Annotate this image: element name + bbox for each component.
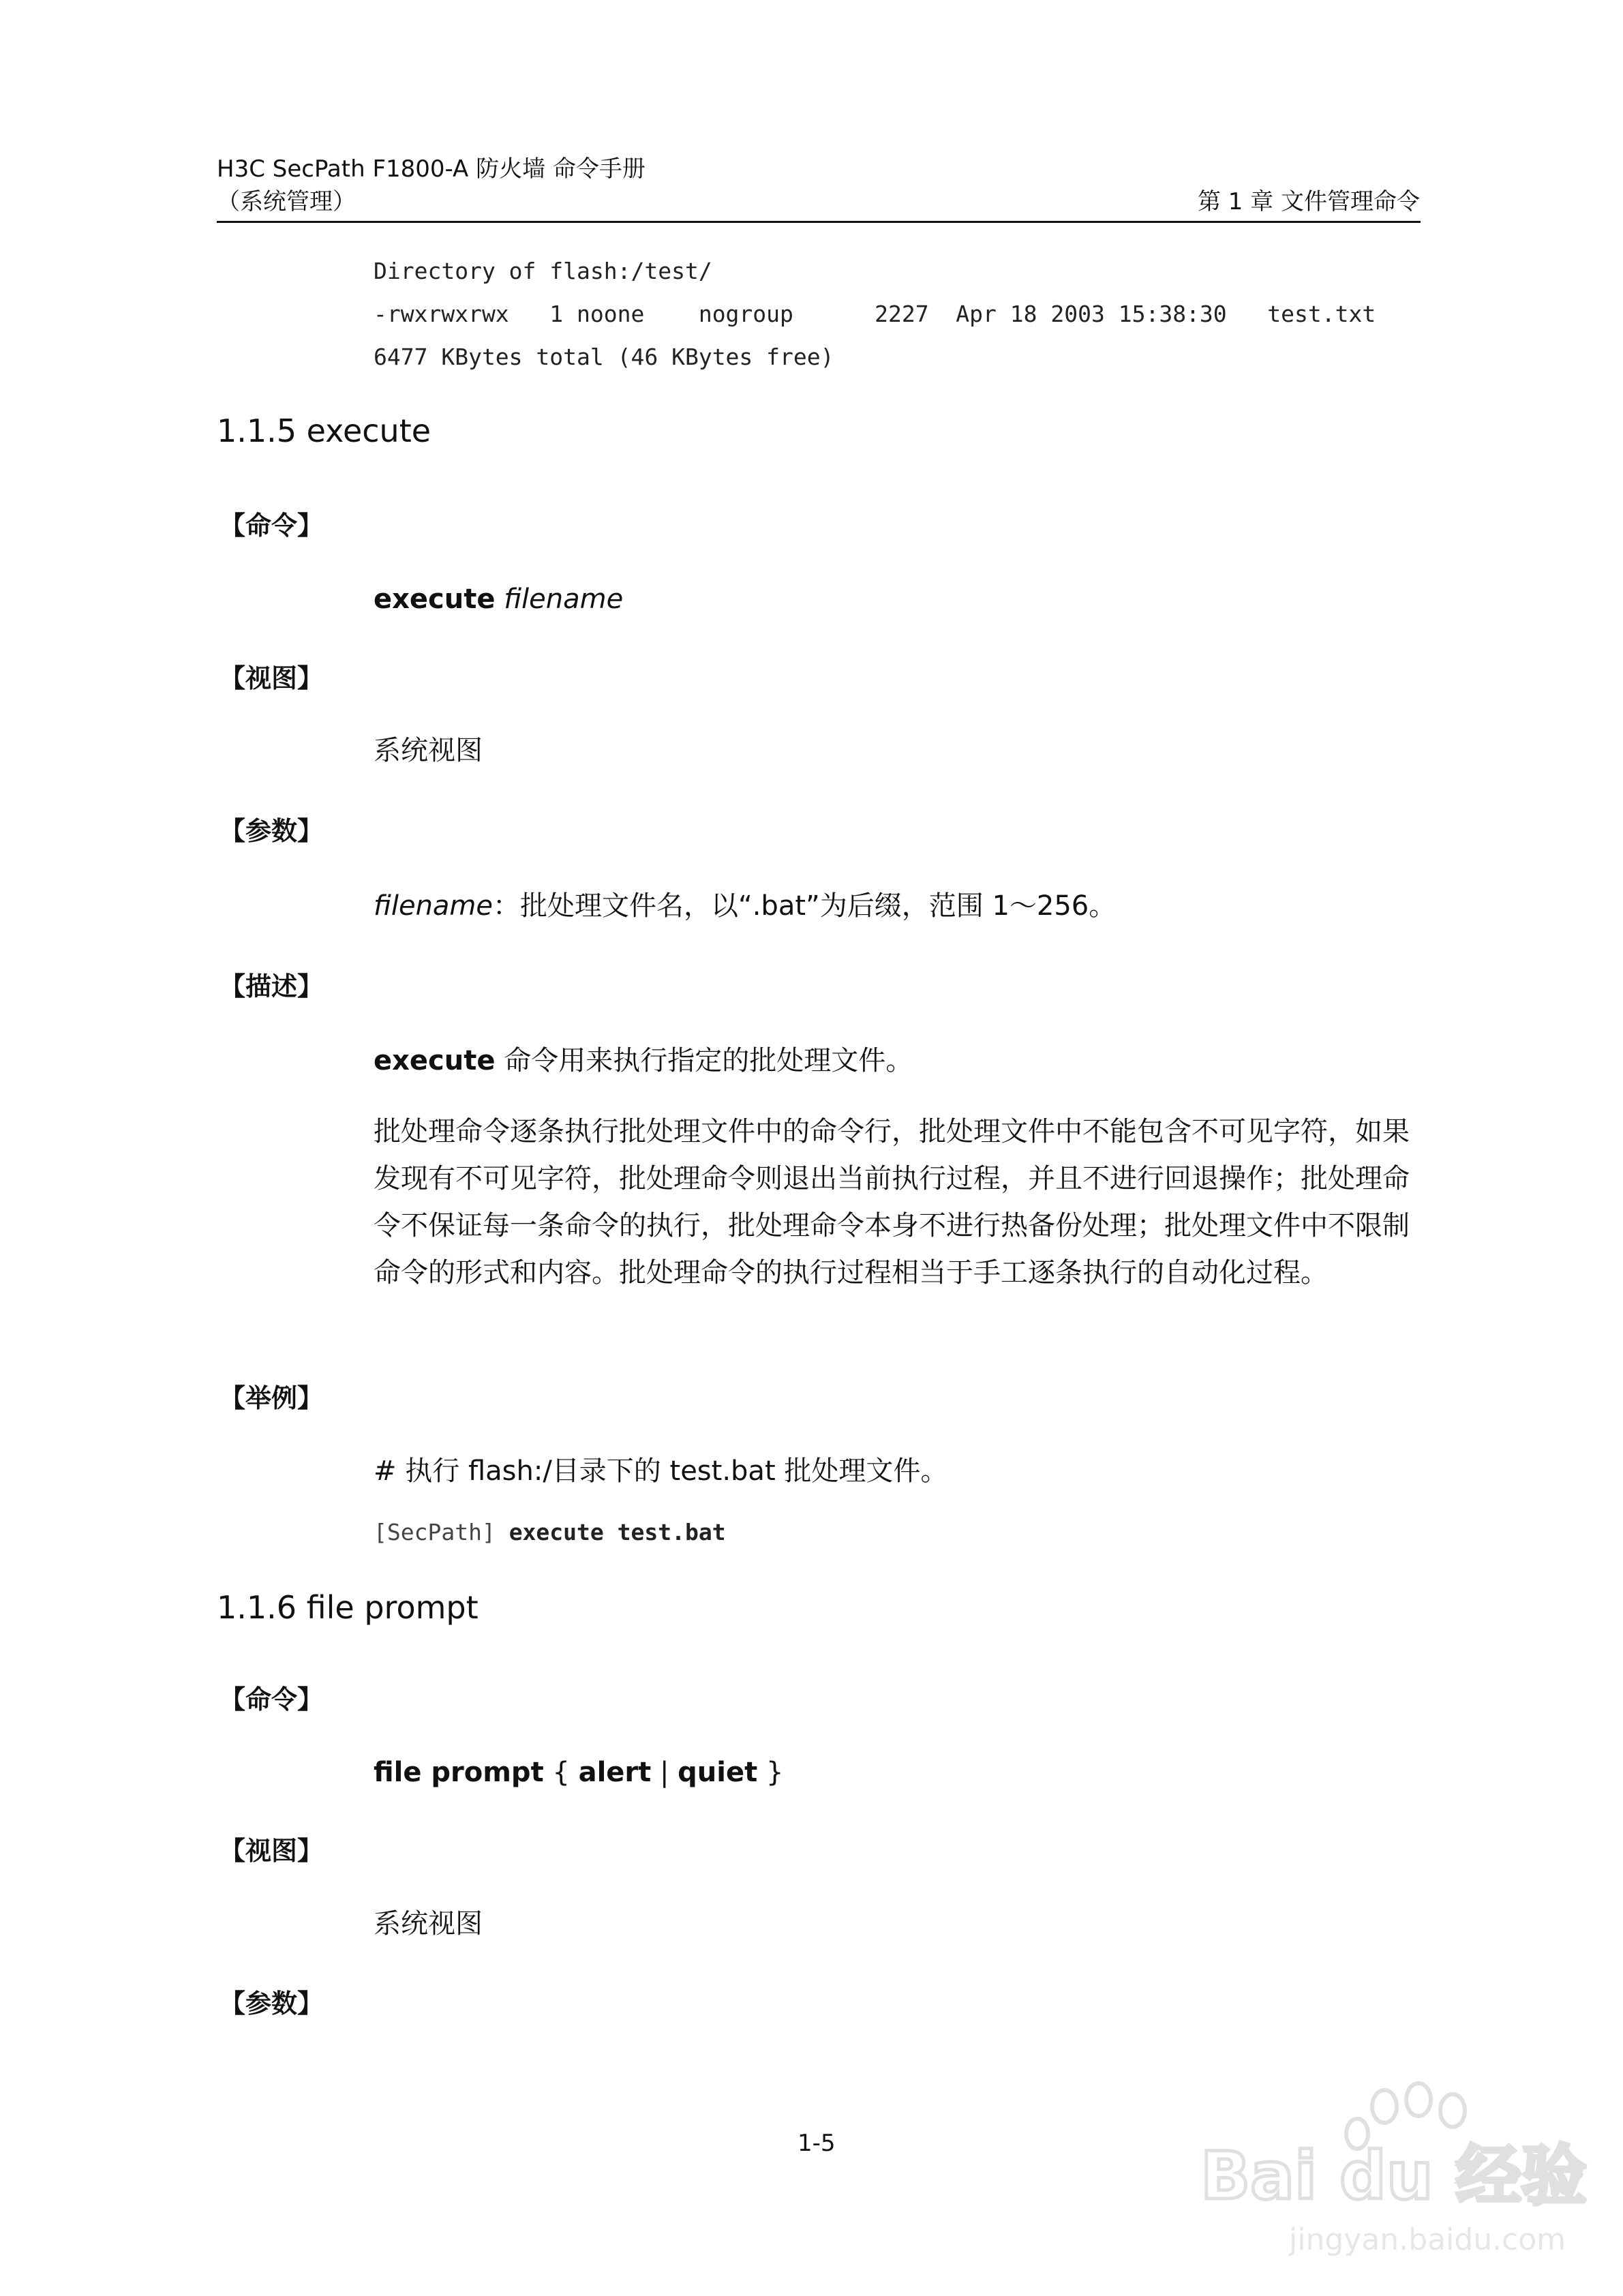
baidu-jingyan-watermark-logo <box>1187 2079 1587 2263</box>
view-text: 系统视图 <box>374 1908 483 1939</box>
parameter-label: 【参数】 <box>219 1989 324 2019</box>
syntax-brace: } <box>757 1757 784 1788</box>
description-paragraph: 批处理命令逐条执行批处理文件中的命令行，批处理文件中不能包含不可见字符，如果发现有不可见字符，批处理命令则退出当前执行过程，并且不进行回退操作；批处理命令不保证每一条命令的执行，批处理命令本身不进行热备份处理；批处理文件中不限制命令的形式和内容。批处理命令的执行过程相当于手工逐条执行的自动化过程。 <box>374 1116 1410 1288</box>
code-line: 6477 KBytes total (46 KBytes free) <box>374 344 834 370</box>
command-label: 【命令】 <box>219 511 324 541</box>
parameter-text <box>374 890 1116 922</box>
view-label: 【视图】 <box>219 663 324 693</box>
command-option: quiet <box>678 1757 758 1788</box>
command-label: 【命令】 <box>219 1685 324 1715</box>
description-keyword: execute <box>374 1045 496 1076</box>
parameter-name: filename <box>374 890 493 922</box>
section-heading: 1.1.5 execute <box>217 412 431 449</box>
example-label: 【举例】 <box>219 1383 324 1413</box>
command-argument: filename <box>504 584 624 615</box>
doc-title: H3C SecPath F1800-A 防火墙 命令手册 <box>217 155 646 183</box>
description-text: 命令用来执行指定的批处理文件。 <box>495 1045 913 1076</box>
parameter-desc: ：批处理文件名，以“.bat”为后缀，范围 1～256。 <box>493 890 1117 922</box>
syntax-brace: { <box>543 1757 579 1788</box>
parameter-label: 【参数】 <box>219 816 324 846</box>
page-number: 1-5 <box>798 2130 836 2157</box>
code-line: Directory of flash:/test/ <box>374 258 712 284</box>
view-label: 【视图】 <box>219 1836 324 1866</box>
section-heading: 1.1.6 file prompt <box>217 1589 479 1626</box>
description-line <box>374 1044 913 1077</box>
description-label: 【描述】 <box>219 971 324 1001</box>
command-option: alert <box>578 1757 652 1788</box>
header-rule <box>217 221 1421 223</box>
view-text: 系统视图 <box>374 735 483 766</box>
command-keyword: execute <box>374 584 496 615</box>
example-text: # 执行 flash:/目录下的 test.bat 批处理文件。 <box>374 1455 948 1487</box>
doc-subtitle: （系统管理） <box>217 188 356 215</box>
command-keyword: file prompt <box>374 1757 544 1788</box>
command-syntax <box>374 1756 783 1789</box>
example-prompt: [SecPath] <box>374 1519 496 1545</box>
syntax-pipe: | <box>651 1757 678 1788</box>
example-command: execute test.bat <box>509 1519 726 1545</box>
watermark-url: jingyan.baidu.com <box>1289 2222 1566 2257</box>
command-syntax <box>374 583 623 616</box>
example-code <box>374 1519 726 1546</box>
chapter-title: 第 1 章 文件管理命令 <box>1197 188 1420 215</box>
watermark-logo-text: Bai du 经验 <box>1200 2138 1587 2214</box>
code-line: -rwxrwxrwx 1 noone nogroup 2227 Apr 18 2003 15:38:30 test.txt <box>374 301 1376 327</box>
